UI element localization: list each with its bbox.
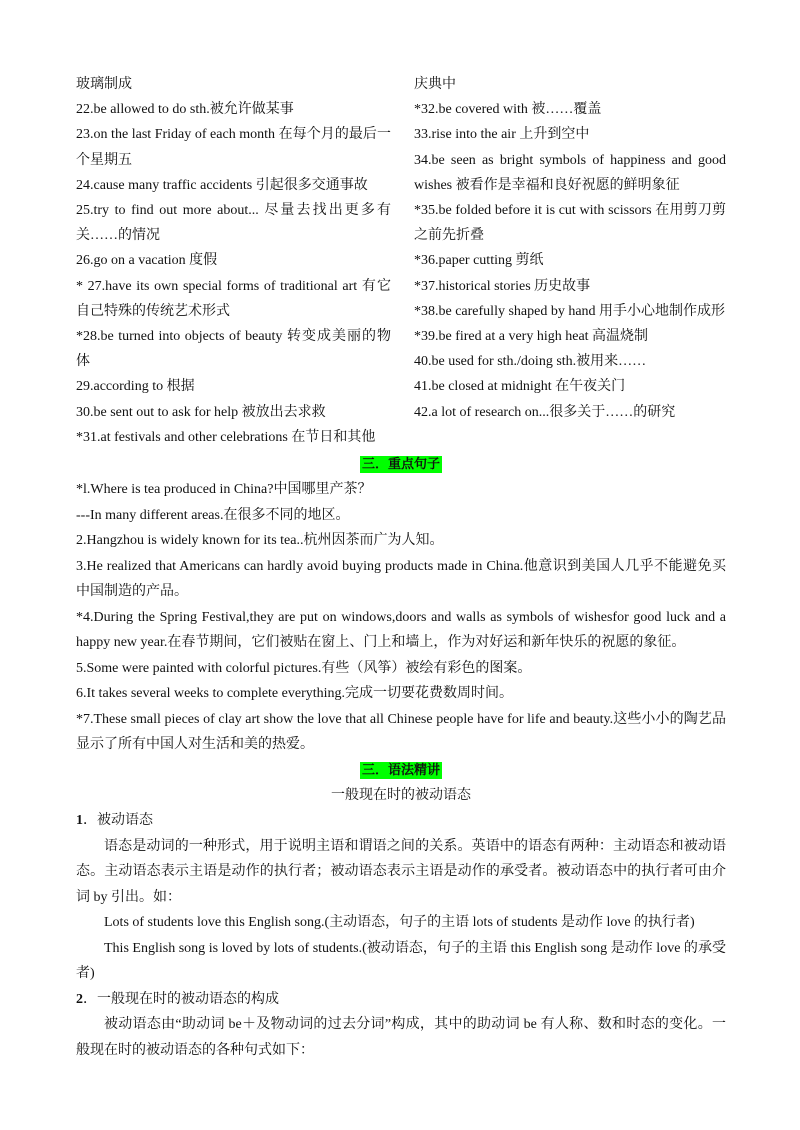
phrase-item: 庆典中 — [414, 77, 456, 92]
highlighted-heading: 三．重点句子 — [361, 457, 440, 472]
sentence-item: 5.Some were painted with colorful pictures.有些（风筝）被绘有彩色的图案。 — [76, 660, 532, 676]
phrase-item: *39.be fired at a very high heat 高温烧制 — [414, 329, 649, 345]
phrase-item: 40.be used for sth./doing sth.被用来…… — [414, 354, 647, 370]
sentence-item: 3.He realized that Americans can hardly avoid buying products made in China.他意识到美国人几乎不能避免买中国制造的产品。 — [76, 558, 726, 599]
phrase-item: 29.according to 根据 — [76, 379, 195, 395]
grammar-title: 一般现在时的被动语态 — [331, 787, 471, 803]
point-title: ．被动语态 — [83, 813, 153, 828]
phrase-item: *37.historical stories 历史故事 — [414, 278, 591, 294]
phrase-item: 34.be seen as bright symbols of happiness and good wishes 被看作是幸福和良好祝愿的鲜明象征 — [414, 152, 726, 193]
point-heading — [76, 987, 726, 1013]
explanation-paragraph: 被动语态由“助动词 be＋及物动词的过去分词”构成，其中的助动词 be 有人称、数和时态的变化。一般现在时的被动语态的各种句式如下： — [76, 1017, 726, 1058]
phrase-item: *32.be covered with 被……覆盖 — [414, 102, 602, 118]
sentence-item: *l.Where is tea produced in China?中国哪里产茶？ — [76, 482, 372, 497]
phrase-item: 22.be allowed to do sth.被允许做某事 — [76, 102, 294, 118]
phrase-item: 30.be sent out to ask for help 被放出去求救 — [76, 404, 326, 420]
phrase-list-right — [414, 72, 726, 425]
phrase-item: 42.a lot of research on...很多关于……的研究 — [414, 404, 676, 420]
phrase-item: *31.at festivals and other celebrations 在节日和其他 — [76, 429, 376, 445]
phrase-item: *38.be carefully shaped by hand 用手小心地制作成形 — [414, 303, 726, 319]
sentence-item: *4.During the Spring Festival,they are put on windows,doors and walls as symbols of wishesfor good luck and a happy new year.在春节期间，它们被贴在窗上、门上和墙上，作为对好运和新年快乐的祝愿的象征。 — [76, 609, 726, 650]
phrase-item: 33.rise into the air 上升到空中 — [414, 127, 590, 143]
section-heading-grammar — [76, 758, 726, 783]
phrase-item: 25.try to find out more about... 尽量去找出更多有关……的情况 — [76, 203, 391, 244]
phrase-item: 23.on the last Friday of each month 在每个月的最后一个星期五 — [76, 127, 391, 168]
example-sentence: This English song is loved by lots of students.(被动语态，句子的主语 this English song 是动作 love 的承受者) — [76, 940, 726, 981]
highlighted-heading: 三．语法精讲 — [361, 762, 440, 778]
sentence-item: *7.These small pieces of clay art show the love that all Chinese people have for life and beauty.这些小小的陶艺品显示了所有中国人对生活和美的热爱。 — [76, 711, 726, 752]
point-number: 2 — [76, 991, 83, 1007]
point-title: ．一般现在时的被动语态的构成 — [83, 991, 279, 1007]
sentence-item: 6.It takes several weeks to complete everything.完成一切要花费数周时间。 — [76, 686, 514, 701]
section-heading-sentences — [76, 452, 726, 477]
phrase-item: 26.go on a vacation 度假 — [76, 253, 218, 269]
sentence-item: ---In many different areas.在很多不同的地区。 — [76, 507, 350, 523]
phrase-item: 41.be closed at midnight 在午夜关门 — [414, 379, 626, 395]
phrase-item: *28.be turned into objects of beauty 转变成美丽的物体 — [76, 329, 391, 370]
phrase-item: 玻璃制成 — [76, 77, 132, 92]
example-sentence: Lots of students love this English song.(主动语态，句子的主语 lots of students 是动作 love 的执行者) — [104, 915, 695, 930]
phrase-item: 24.cause many traffic accidents 引起很多交通事故 — [76, 177, 368, 193]
phrase-list-left — [76, 72, 391, 450]
main-content — [76, 452, 726, 1063]
point-heading — [76, 808, 726, 834]
phrase-item: * 27.have its own special forms of traditional art 有它自己特殊的传统艺术形式 — [76, 278, 391, 319]
sentence-item: 2.Hangzhou is widely known for its tea..杭州因茶而广为人知。 — [76, 533, 444, 548]
phrase-item: *36.paper cutting 剪纸 — [414, 253, 544, 269]
phrase-item: *35.be folded before it is cut with scissors 在用剪刀剪之前先折叠 — [414, 203, 726, 244]
point-number: 1 — [76, 813, 83, 828]
explanation-paragraph: 语态是动词的一种形式，用于说明主语和谓语之间的关系。英语中的语态有两种：主动语态和被动语态。主动语态表示主语是动作的执行者；被动语态表示主语是动作的承受者。被动语态中的执行者可由介词 by 引出。如： — [76, 838, 726, 905]
